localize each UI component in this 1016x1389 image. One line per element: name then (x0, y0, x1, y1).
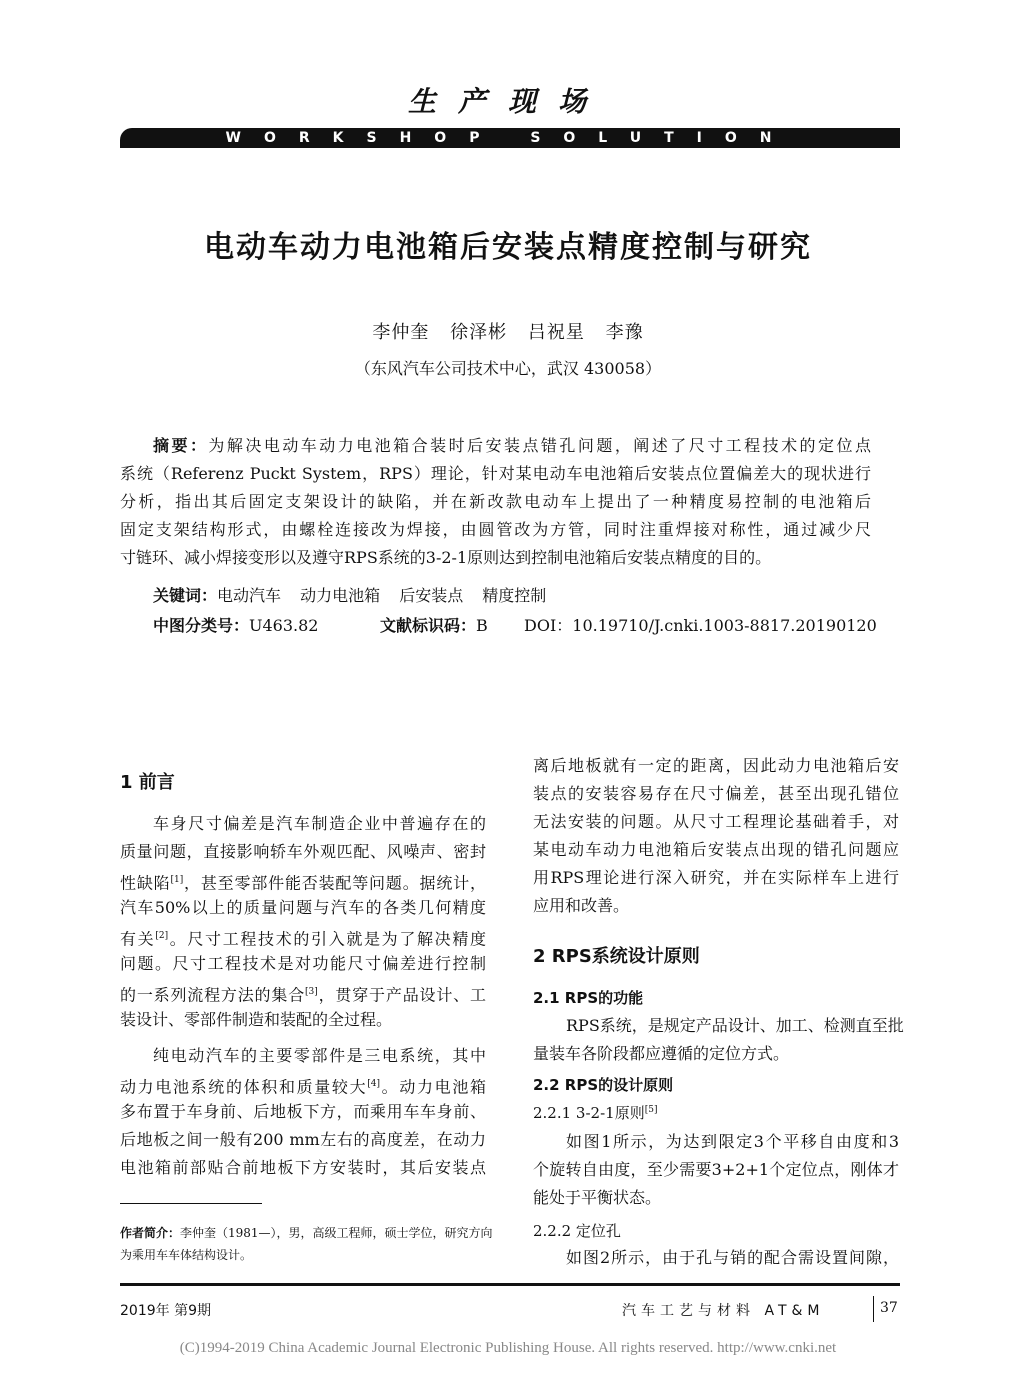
footer-rule (120, 1283, 900, 1286)
footnote-rule (120, 1203, 262, 1204)
journal-name: 汽车工艺与材料 AT&M (622, 1303, 825, 1319)
keywords: 电动汽车 动力电池箱 后安装点 精度控制 (217, 586, 547, 605)
abstract-line: 固定支架结构形式，由螺栓连接改为焊接，由圆管改为方管，同时注重焊接对称性，通过减少尺 (120, 520, 871, 539)
subsection-2-1-heading: 2.1 RPS的功能 (533, 989, 644, 1007)
doc-code-label: 文献标识码： (380, 616, 477, 635)
abstract-line: 分析，指出其后固定支架设计的缺陷，并在新改款电动车上提出了一种精度易控制的电池箱后 (120, 492, 871, 511)
body-line: 个旋转自由度，至少需要3+2+1个定位点，刚体才 (533, 1160, 899, 1179)
body-line: 动力电池系统的体积和质量较大[4]。动力电池箱 (120, 1077, 486, 1097)
doc-code-line (380, 612, 488, 640)
body-line: 如图1所示，为达到限定3个平移自由度和3 (566, 1132, 899, 1151)
subsection-2-2-heading: 2.2 RPS的设计原则 (533, 1076, 674, 1094)
body-line: 车身尺寸偏差是汽车制造企业中普遍存在的 (153, 814, 486, 833)
article-title: 电动车动力电池箱后安装点精度控制与研究 (204, 230, 812, 265)
body-line: 离后地板就有一定的距离，因此动力电池箱后安 (533, 756, 899, 775)
body-line: 问题。尺寸工程技术是对功能尺寸偏差进行控制 (120, 954, 486, 973)
keywords-line (153, 582, 546, 610)
author-affiliation: （东风汽车公司技术中心，武汉 430058） (354, 359, 662, 378)
author-list: 李仲奎 徐泽彬 吕祝星 李豫 (372, 322, 644, 343)
body-line: 纯电动汽车的主要零部件是三电系统，其中 (153, 1046, 486, 1065)
doi: DOI：10.19710/J.cnki.1003-8817.20190120 (524, 616, 877, 635)
body-line: 的一系列流程方法的集合[3]，贯穿于产品设计、工 (120, 985, 486, 1005)
page-number: 37 (880, 1300, 898, 1316)
body-line: 装设计、零部件制造和装配的全过程。 (120, 1010, 393, 1029)
clc-label: 中图分类号： (153, 616, 250, 635)
body-line: 能处于平衡状态。 (533, 1188, 662, 1207)
footnote-label: 作者简介： (120, 1226, 181, 1240)
body-line: 装点的安装容易存在尺寸偏差，甚至出现孔错位 (533, 784, 899, 803)
issue-label: 2019年 第9期 (120, 1303, 211, 1319)
body-line: 多布置于车身前、后地板下方，而乘用车车身前、 (120, 1102, 486, 1121)
body-line: 如图2所示，由于孔与销的配合需设置间隙， (566, 1248, 899, 1267)
footer-separator (873, 1296, 874, 1322)
body-line: 应用和改善。 (533, 896, 630, 915)
clc-value: U463.82 (249, 616, 319, 635)
body-line: 无法安装的问题。从尺寸工程理论基础着手，对 (533, 812, 899, 831)
body-line: 性缺陷[1]，甚至零部件能否装配等问题。据统计， (120, 873, 486, 893)
keywords-label: 关键词： (153, 586, 218, 605)
body-line: 质量问题，直接影响轿车外观匹配、风噪声、密封 (120, 842, 486, 861)
body-line: 电池箱前部贴合前地板下方安装时，其后安装点 (120, 1158, 486, 1177)
abstract-label: 摘要： (153, 436, 209, 455)
doc-code-value: B (476, 616, 488, 635)
body-line: 量装车各阶段都应遵循的定位方式。 (533, 1044, 790, 1063)
abstract-line: 摘要：为解决电动车动力电池箱合装时后安装点错孔问题，阐述了尺寸工程技术的定位点 (153, 436, 871, 455)
body-line: 汽车50%以上的质量问题与汽车的各类几何精度 (120, 898, 486, 917)
section-1-heading: 1 前言 (120, 772, 175, 793)
footnote-line: 作者简介：李仲奎（1981—），男，高级工程师，硕士学位，研究方向 (120, 1226, 493, 1240)
subsection-2-2-1-heading: 2.2.1 3-2-1原则[5] (533, 1104, 658, 1122)
copyright-notice: (C)1994-2019 China Academic Journal Electronic Publishing House. All rights reserved. http://www.cnki.net (179, 1340, 837, 1356)
classification-line (153, 612, 318, 640)
footnote-line: 为乘用车车体结构设计。 (120, 1248, 253, 1262)
body-line: 某电动车动力电池箱后安装点出现的错孔问题应 (533, 840, 899, 859)
body-line: 用RPS理论进行深入研究，并在实际样车上进行 (533, 868, 899, 887)
abstract-line: 系统（Referenz Puckt System，RPS）理论，针对某电动车电池箱后安装点位置偏差大的现状进行 (120, 464, 871, 483)
body-line: 有关[2]。尺寸工程技术的引入就是为了解决精度 (120, 929, 486, 949)
subsection-2-2-2-heading: 2.2.2 定位孔 (533, 1222, 621, 1240)
section-2-heading: 2 RPS系统设计原则 (533, 946, 700, 967)
abstract-line: 寸链环、减小焊接变形以及遵守RPS系统的3-2-1原则达到控制电池箱后安装点精度的目的。 (120, 548, 772, 567)
body-line: 后地板之间一般有200 mm左右的高度差，在动力 (120, 1130, 486, 1149)
section-banner-text: WORKSHOP SOLUTION (225, 130, 795, 146)
body-line: RPS系统，是规定产品设计、加工、检测直至批 (566, 1016, 904, 1035)
section-label: 生产现场 (407, 85, 608, 118)
